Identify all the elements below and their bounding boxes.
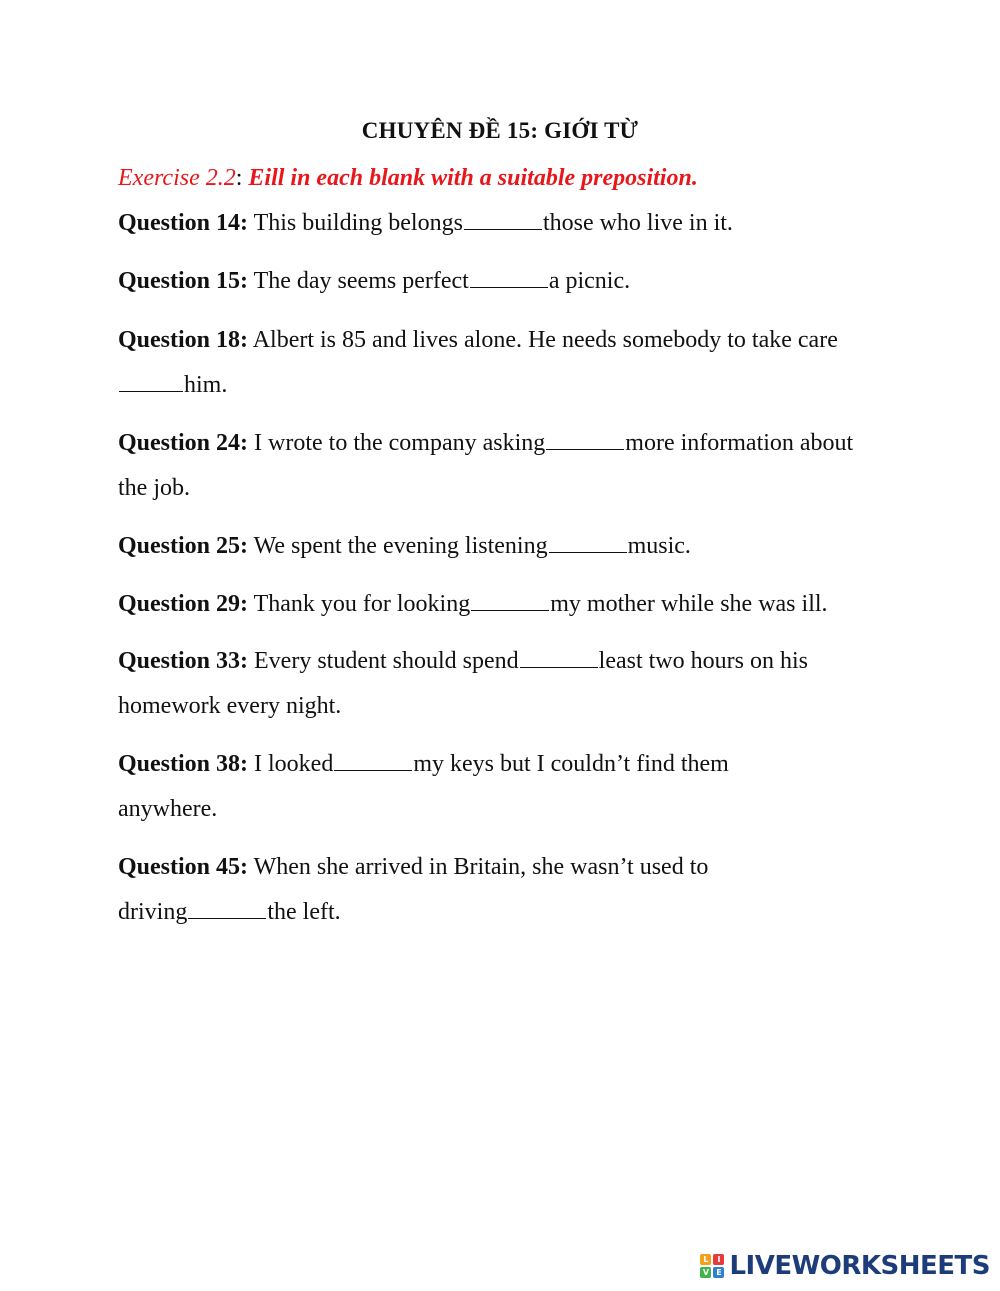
answer-blank[interactable] [188, 900, 266, 919]
logo-mark-letter: V [700, 1267, 711, 1278]
answer-blank[interactable] [471, 592, 549, 611]
exercise-label: Exercise 2.2 [118, 165, 236, 191]
answer-blank[interactable] [119, 373, 183, 392]
question-text-before: I looked [254, 751, 334, 777]
answer-blank[interactable] [549, 534, 627, 553]
question-label: Question 24: [118, 430, 249, 456]
question-15 [118, 259, 918, 304]
logo-text: LIVEWORKSHEETS [729, 1251, 990, 1281]
answer-blank[interactable] [470, 269, 548, 288]
liveworksheets-logo [700, 1251, 990, 1281]
question-text-after: those who live in it. [542, 210, 733, 236]
question-text-after: a picnic. [548, 268, 631, 294]
question-label: Question 25: [118, 533, 249, 559]
question-24 [118, 421, 863, 511]
question-18 [118, 318, 863, 408]
question-45 [118, 845, 778, 935]
answer-blank[interactable] [334, 752, 412, 771]
question-14 [118, 201, 918, 246]
question-text-after: my keys but I couldn’t find them anywhere. [118, 751, 729, 822]
question-label: Question 33: [118, 648, 249, 674]
question-text-before: We spent the evening listening [253, 533, 548, 559]
question-text-before: Thank you for looking [253, 591, 471, 617]
logo-mark-letter: L [700, 1254, 711, 1265]
question-text-after: music. [627, 533, 691, 559]
question-38 [118, 742, 798, 832]
question-text-after: more information about the job. [118, 430, 854, 501]
question-25 [118, 524, 918, 569]
question-29 [118, 582, 938, 627]
answer-blank[interactable] [546, 431, 624, 450]
answer-blank[interactable] [520, 649, 598, 668]
question-label: Question 38: [118, 751, 249, 777]
question-33 [118, 639, 878, 729]
question-label: Question 18: [118, 327, 249, 353]
question-text-before: When she arrived in Britain, she wasn’t used to driving [118, 854, 709, 925]
question-text-before: The day seems perfect [253, 268, 469, 294]
question-text-after: least two hours on his homework every night. [118, 648, 808, 719]
question-label: Question 15: [118, 268, 249, 294]
question-text-before: Albert is 85 and lives alone. He needs somebody to take care [252, 327, 838, 353]
question-text-before: This building belongs [253, 210, 463, 236]
logo-mark-icon [700, 1254, 724, 1278]
page-title: CHUYÊN ĐỀ 15: GIỚI TỪ [361, 118, 639, 143]
logo-mark-letter: I [713, 1254, 724, 1265]
question-text-before: I wrote to the company asking [254, 430, 546, 456]
exercise-heading [118, 165, 698, 192]
exercise-instruction: Eill in each blank with a suitable preposition. [248, 165, 698, 191]
question-text-after: him. [184, 372, 228, 398]
question-label: Question 45: [118, 854, 249, 880]
question-text-after: my mother while she was ill. [550, 591, 828, 617]
answer-blank[interactable] [464, 211, 542, 230]
question-label: Question 14: [118, 210, 249, 236]
question-label: Question 29: [118, 591, 249, 617]
logo-mark-letter: E [713, 1267, 724, 1278]
question-text-after: the left. [267, 899, 341, 925]
exercise-separator: : [235, 165, 243, 191]
question-text-before: Every student should spend [254, 648, 519, 674]
